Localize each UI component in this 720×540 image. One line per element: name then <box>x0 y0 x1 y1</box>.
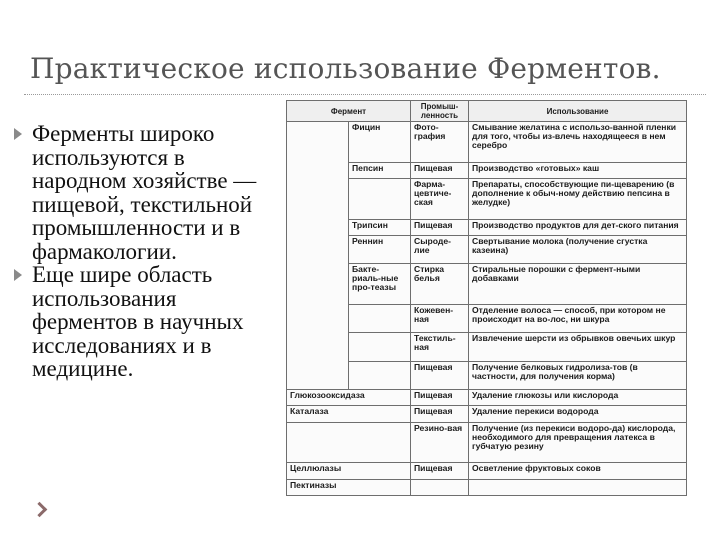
table-cell-use <box>469 479 687 495</box>
table-cell-use: Отделение волоса — способ, при котором не происходит на во-лос, ни шкура <box>469 304 687 332</box>
title-divider <box>24 94 706 95</box>
table-cell-industry: Сыроде-лие <box>411 235 469 263</box>
table-cell-industry: Фото-графия <box>411 122 469 163</box>
table-cell-use: Препараты, способствующие пи-щеварению (в дополнение к обыч-ному действию пепсина в желудке) <box>469 178 687 219</box>
table-cell-enzyme: Бакте-риаль-ные про-теазы <box>349 264 411 305</box>
table-cell-industry: Пищевая <box>411 463 469 479</box>
table-cell-enzyme: Целлюлазы <box>287 463 411 479</box>
table-cell-industry: Пищевая <box>411 219 469 235</box>
table-cell <box>287 178 349 219</box>
table-cell-industry: Пищевая <box>411 361 469 389</box>
table-cell-use: Производство «готовых» каш <box>469 162 687 178</box>
table-row <box>287 463 687 479</box>
table-cell-industry: Пищевая <box>411 162 469 178</box>
header-use: Использование <box>469 101 687 122</box>
table-cell <box>287 219 349 235</box>
table-cell-use: Смывание желатина с использо-ванной пленки для того, чтобы из-влечь находящееся в нем серебро <box>469 122 687 163</box>
enzyme-table <box>286 100 687 496</box>
header-industry: Промыш-ленность <box>411 101 469 122</box>
table-cell <box>287 422 411 463</box>
table-cell <box>287 235 349 263</box>
table-row <box>287 264 687 305</box>
table-cell <box>287 162 349 178</box>
table-cell-enzyme <box>349 304 411 332</box>
bullet-text: Ферменты широко используются в народном хозяйстве — пищевой, текстильной промышленности и в фармакологии. <box>32 121 257 264</box>
table-cell-enzyme: Пектиназы <box>287 479 411 495</box>
bullet-item <box>12 122 274 263</box>
table-cell-use: Производство продуктов для дет-ского питания <box>469 219 687 235</box>
table-cell-use: Стиральные порошки с фермент-ными добавками <box>469 264 687 305</box>
table-cell-enzyme: Каталаза <box>287 406 411 422</box>
table-cell-use: Осветление фруктовых соков <box>469 463 687 479</box>
table-header-row <box>287 101 687 122</box>
table-row <box>287 122 687 163</box>
table-row <box>287 333 687 361</box>
table-row <box>287 361 687 389</box>
table-cell-enzyme: Глюкозооксидаза <box>287 390 411 406</box>
table-row <box>287 219 687 235</box>
table-row <box>287 304 687 332</box>
table-cell-industry <box>411 479 469 495</box>
table-cell-use: Получение (из перекиси водоро-да) кислорода, необходимого для превращения латекса в губчатую резину <box>469 422 687 463</box>
triangle-bullet-icon <box>14 128 22 140</box>
slide-title: Практическое использование Ферментов. <box>30 52 661 85</box>
table-cell <box>287 122 349 163</box>
enzyme-table-image <box>286 100 686 496</box>
triangle-bullet-icon <box>14 269 22 281</box>
table-cell-use: Удаление глюкозы или кислорода <box>469 390 687 406</box>
table-cell-enzyme <box>349 361 411 389</box>
table-cell <box>287 361 349 389</box>
table-cell-enzyme <box>349 178 411 219</box>
table-cell-industry: Кожевен-ная <box>411 304 469 332</box>
table-cell <box>287 333 349 361</box>
table-cell-industry: Резино-вая <box>411 422 469 463</box>
table-row <box>287 162 687 178</box>
table-cell-enzyme <box>349 333 411 361</box>
table-row <box>287 235 687 263</box>
bullet-list <box>12 122 274 381</box>
table-cell-industry: Пищевая <box>411 406 469 422</box>
table-row <box>287 390 687 406</box>
table-cell-enzyme: Фицин <box>349 122 411 163</box>
table-cell-industry: Стирка белья <box>411 264 469 305</box>
table-cell-industry: Фарма-цевтиче-ская <box>411 178 469 219</box>
table-cell-use: Извлечение шерсти из обрывков овечьих шкур <box>469 333 687 361</box>
table-cell-industry: Текстиль-ная <box>411 333 469 361</box>
table-cell-industry: Пищевая <box>411 390 469 406</box>
table-row <box>287 406 687 422</box>
table-cell-enzyme: Трипсин <box>349 219 411 235</box>
table-cell-use: Удаление перекиси водорода <box>469 406 687 422</box>
table-cell-use: Получение белковых гидролиза-тов (в частности, для получения корма) <box>469 361 687 389</box>
header-enzyme: Фермент <box>287 101 411 122</box>
bullet-item <box>12 263 274 381</box>
table-cell-enzyme: Пепсин <box>349 162 411 178</box>
table-cell <box>287 304 349 332</box>
table-cell <box>287 264 349 305</box>
table-row <box>287 178 687 219</box>
table-cell-use: Свертывание молока (получение сгустка казеина) <box>469 235 687 263</box>
table-cell-enzyme: Реннин <box>349 235 411 263</box>
table-row <box>287 422 687 463</box>
table-row <box>287 479 687 495</box>
bullet-text: Еще шире область использования ферментов в научных исследованиях и в медицине. <box>32 262 244 381</box>
chevron-icon <box>32 502 48 518</box>
